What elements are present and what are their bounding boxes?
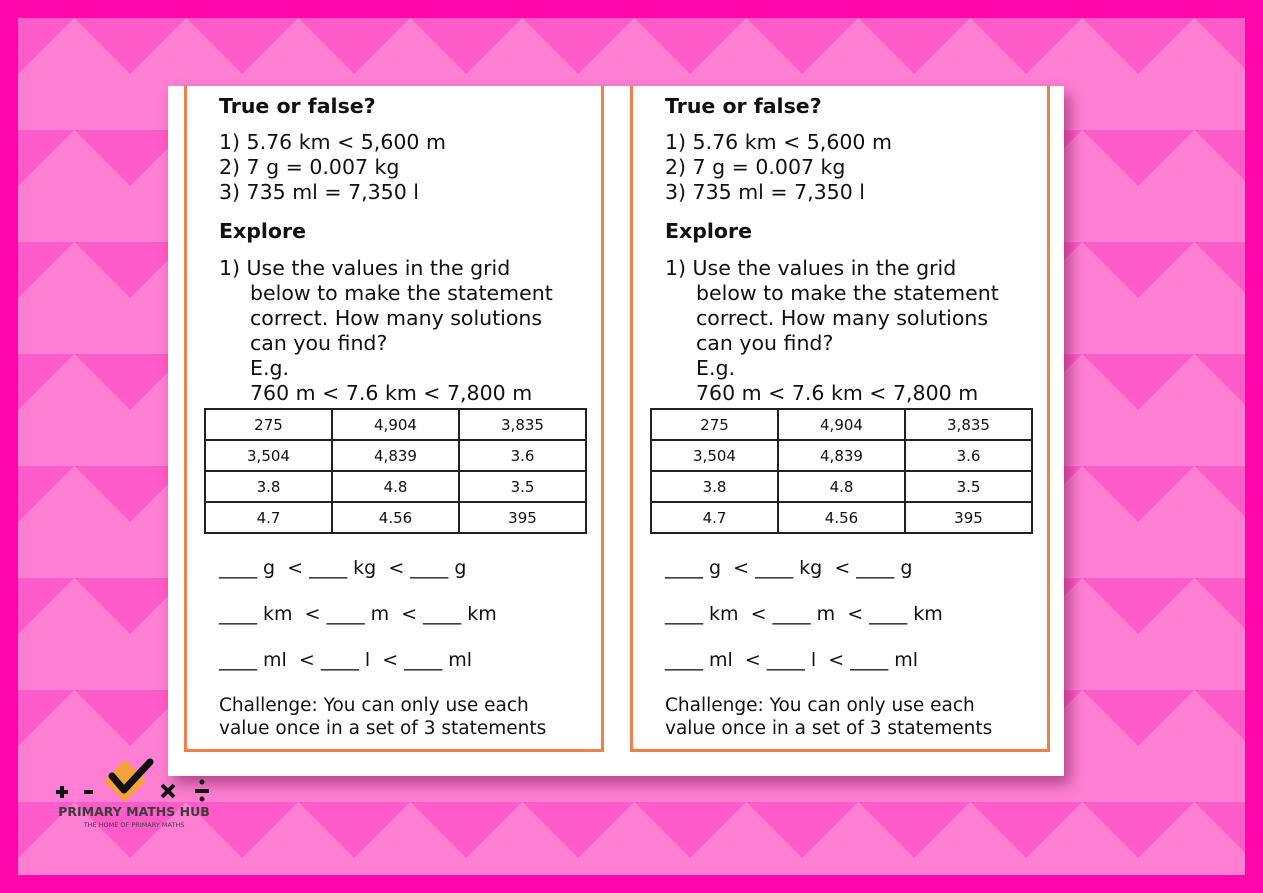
grid-row [651,440,1032,471]
grid-cell: 4,904 [778,409,905,440]
true-false-item: 1) 5.76 km < 5,600 m [665,130,892,154]
divide-icon [195,780,209,802]
grid-cell: 3.5 [459,471,586,502]
times-icon [162,785,174,797]
explore-heading: Explore [665,219,753,243]
explore-line: can you find? [250,331,388,355]
grid-cell: 4,839 [332,440,459,471]
grid-row [205,471,586,502]
challenge-line: Challenge: You can only use each [219,695,529,716]
grid-cell: 3.6 [459,440,586,471]
grid-cell: 4.56 [332,502,459,533]
grid-row [205,440,586,471]
grid-cell: 275 [205,409,332,440]
fill-in-statement: ____ ml < ____ l < ____ ml [665,649,919,671]
plus-icon [56,786,68,798]
explore-line: can you find? [696,331,834,355]
challenge-text [219,694,579,740]
grid-cell: 4.7 [205,502,332,533]
explore-line: E.g. [250,356,289,380]
worksheet-card-left [184,86,604,752]
logo-name: PRIMARY MATHS HUB [58,804,210,819]
grid-cell: 3,835 [905,409,1032,440]
grid-cell: 4.8 [332,471,459,502]
grid-cell: 395 [905,502,1032,533]
explore-heading: Explore [219,219,307,243]
challenge-text [665,694,1025,740]
logo-symbols [44,752,224,804]
grid-row [651,471,1032,502]
grid-cell: 3,504 [651,440,778,471]
fill-in-statement: ____ g < ____ kg < ____ g [219,557,467,579]
grid-cell: 3.8 [205,471,332,502]
worksheet-card-right [630,86,1050,752]
explore-line: E.g. [696,356,735,380]
grid-row [651,409,1032,440]
true-false-item: 2) 7 g = 0.007 kg [665,155,846,179]
example-statement: 760 m < 7.6 km < 7,800 m [696,381,979,405]
fill-in-statement: ____ km < ____ m < ____ km [219,603,497,625]
grid-cell: 4.56 [778,502,905,533]
grid-cell: 395 [459,502,586,533]
grid-cell: 3,835 [459,409,586,440]
challenge-line: Challenge: You can only use each [665,695,975,716]
logo-tagline: THE HOME OF PRIMARY MATHS [83,821,185,829]
true-false-item: 1) 5.76 km < 5,600 m [219,130,446,154]
true-false-item: 2) 7 g = 0.007 kg [219,155,400,179]
minus-icon [84,790,93,794]
worksheet [168,86,1064,776]
grid-row [205,409,586,440]
challenge-line: value once in a set of 3 statements [219,718,547,739]
explore-line: correct. How many solutions [250,306,543,330]
grid-cell: 3.6 [905,440,1032,471]
true-false-heading: True or false? [219,94,376,118]
primary-maths-hub-logo [44,752,224,832]
true-false-item: 3) 735 ml = 7,350 l [219,180,419,204]
grid-cell: 3.8 [651,471,778,502]
explore-line: below to make the statement [696,281,999,305]
fill-in-statement: ____ km < ____ m < ____ km [665,603,943,625]
example-statement: 760 m < 7.6 km < 7,800 m [250,381,533,405]
explore-line: 1) Use the values in the grid [665,256,957,280]
values-grid [204,408,587,534]
grid-row [205,502,586,533]
check-icon [104,760,150,802]
true-false-heading: True or false? [665,94,822,118]
grid-cell: 4.7 [651,502,778,533]
values-grid [650,408,1033,534]
fill-in-statement: ____ g < ____ kg < ____ g [665,557,913,579]
grid-cell: 4.8 [778,471,905,502]
fill-in-statement: ____ ml < ____ l < ____ ml [219,649,473,671]
grid-cell: 275 [651,409,778,440]
grid-cell: 4,904 [332,409,459,440]
true-false-item: 3) 735 ml = 7,350 l [665,180,865,204]
grid-cell: 3,504 [205,440,332,471]
explore-line: 1) Use the values in the grid [219,256,511,280]
explore-line: correct. How many solutions [696,306,989,330]
grid-cell: 3.5 [905,471,1032,502]
grid-cell: 4,839 [778,440,905,471]
challenge-line: value once in a set of 3 statements [665,718,993,739]
grid-row [651,502,1032,533]
explore-line: below to make the statement [250,281,553,305]
